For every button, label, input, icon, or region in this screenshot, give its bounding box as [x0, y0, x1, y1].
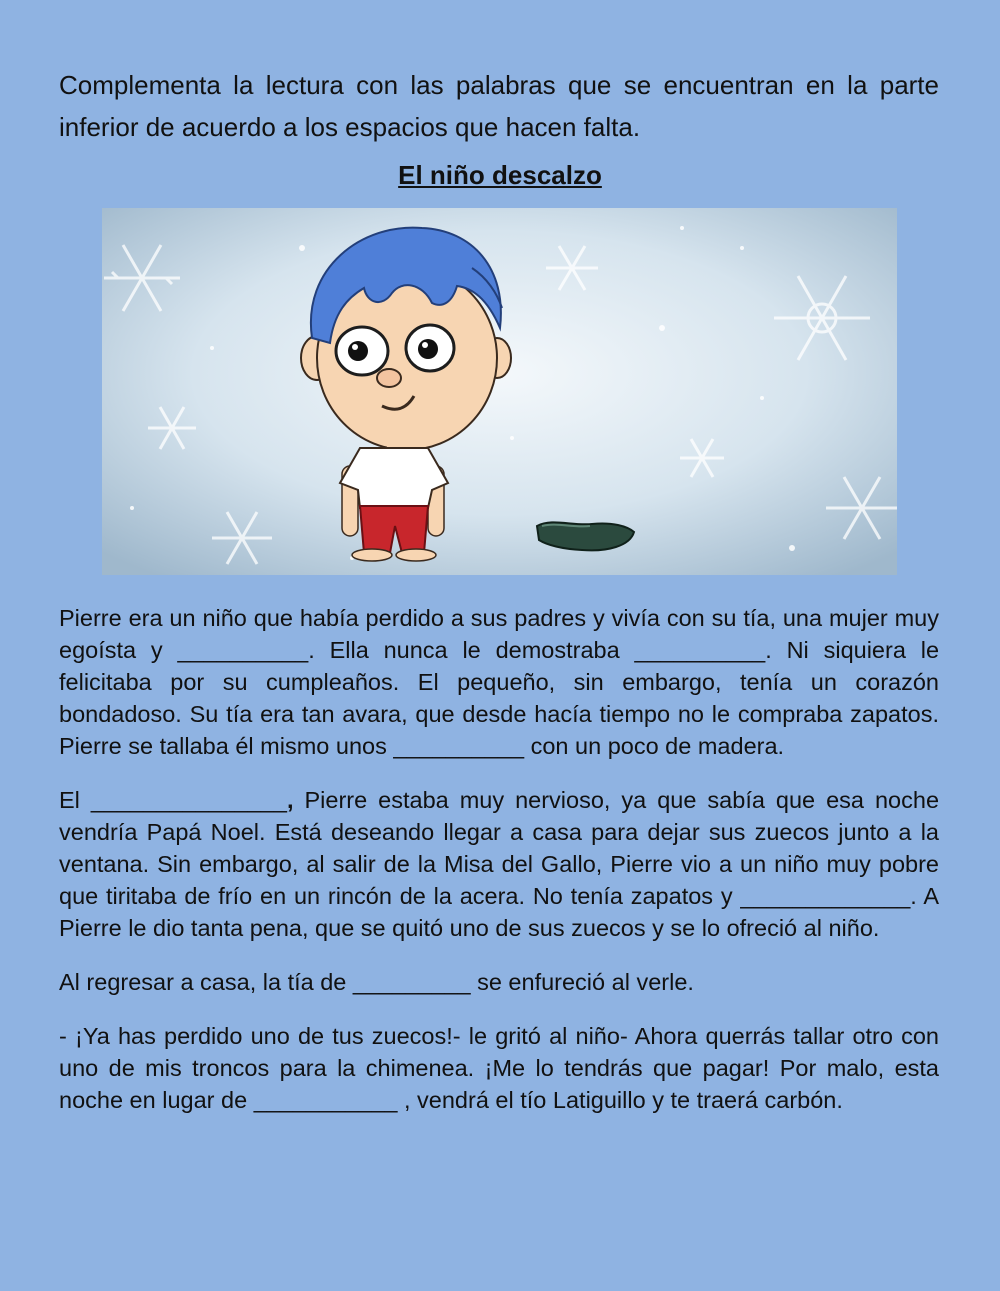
text-segment: Pierre era un niño que había perdido a sus padres y vivía con su tía, una mujer muy egoísta y	[59, 605, 939, 663]
blank-space[interactable]: __________	[393, 733, 525, 759]
story-paragraph-4	[59, 1020, 939, 1116]
blank-space[interactable]: __________	[177, 637, 309, 663]
text-segment: Pierre estaba muy nervioso, ya que sabía que esa noche vendría Papá Noel. Está deseando llegar a casa para dejar sus zuecos junto a la ventana. Sin embargo, al salir de la Misa del Gallo, Pierre vio a un niño muy pobre que tiritaba de frío en un rincón de la acera. No tenía zapatos y	[59, 787, 940, 909]
blank-space[interactable]: ___________	[253, 1087, 398, 1113]
text-segment: con un poco de madera.	[530, 733, 785, 759]
story-paragraph-3	[59, 966, 939, 998]
text-segment: . A Pierre le dio tanta pena, que se quitó uno de sus zuecos y se lo ofreció al niño.	[59, 883, 940, 941]
blank-space[interactable]: _________	[352, 969, 471, 995]
text-segment: , vendrá el tío Latiguillo y te traerá carbón.	[403, 1087, 843, 1113]
blank-space[interactable]: _______________	[90, 787, 287, 813]
comma-mark: ,	[286, 787, 294, 813]
blank-space[interactable]: _____________	[740, 883, 911, 909]
text-segment: - ¡Ya has perdido uno de tus zuecos!- le gritó al niño- Ahora querrás tallar otro con uno de mis troncos para la chimenea. ¡Me lo tendrás que pagar! Por malo, esta noche en lugar de	[59, 1023, 939, 1113]
story-body	[59, 602, 939, 1138]
instructions-text: Complementa la lectura con las palabras que se encuentran en la parte inferior de acuerdo a los espacios que hacen falta.	[59, 70, 939, 142]
wooden-clog-icon	[537, 522, 634, 550]
text-segment: . Ni siquiera le felicitaba por su cumpleaños. El pequeño, sin embargo, tenía un corazón bondadoso. Su tía era tan avara, que desde hacía tiempo no le compraba zapatos. Pierre se tallaba él mismo unos	[59, 637, 940, 759]
text-segment: . Ella nunca le demostraba	[308, 637, 620, 663]
blank-space[interactable]: __________	[634, 637, 766, 663]
story-paragraph-2	[59, 784, 939, 944]
text-segment: Al regresar a casa, la tía de	[59, 969, 347, 995]
story-title: El niño descalzo	[398, 160, 602, 190]
story-paragraph-1	[59, 602, 939, 762]
story-illustration	[102, 208, 897, 575]
text-segment: El	[59, 787, 80, 813]
text-segment: se enfureció al verle.	[477, 969, 694, 995]
